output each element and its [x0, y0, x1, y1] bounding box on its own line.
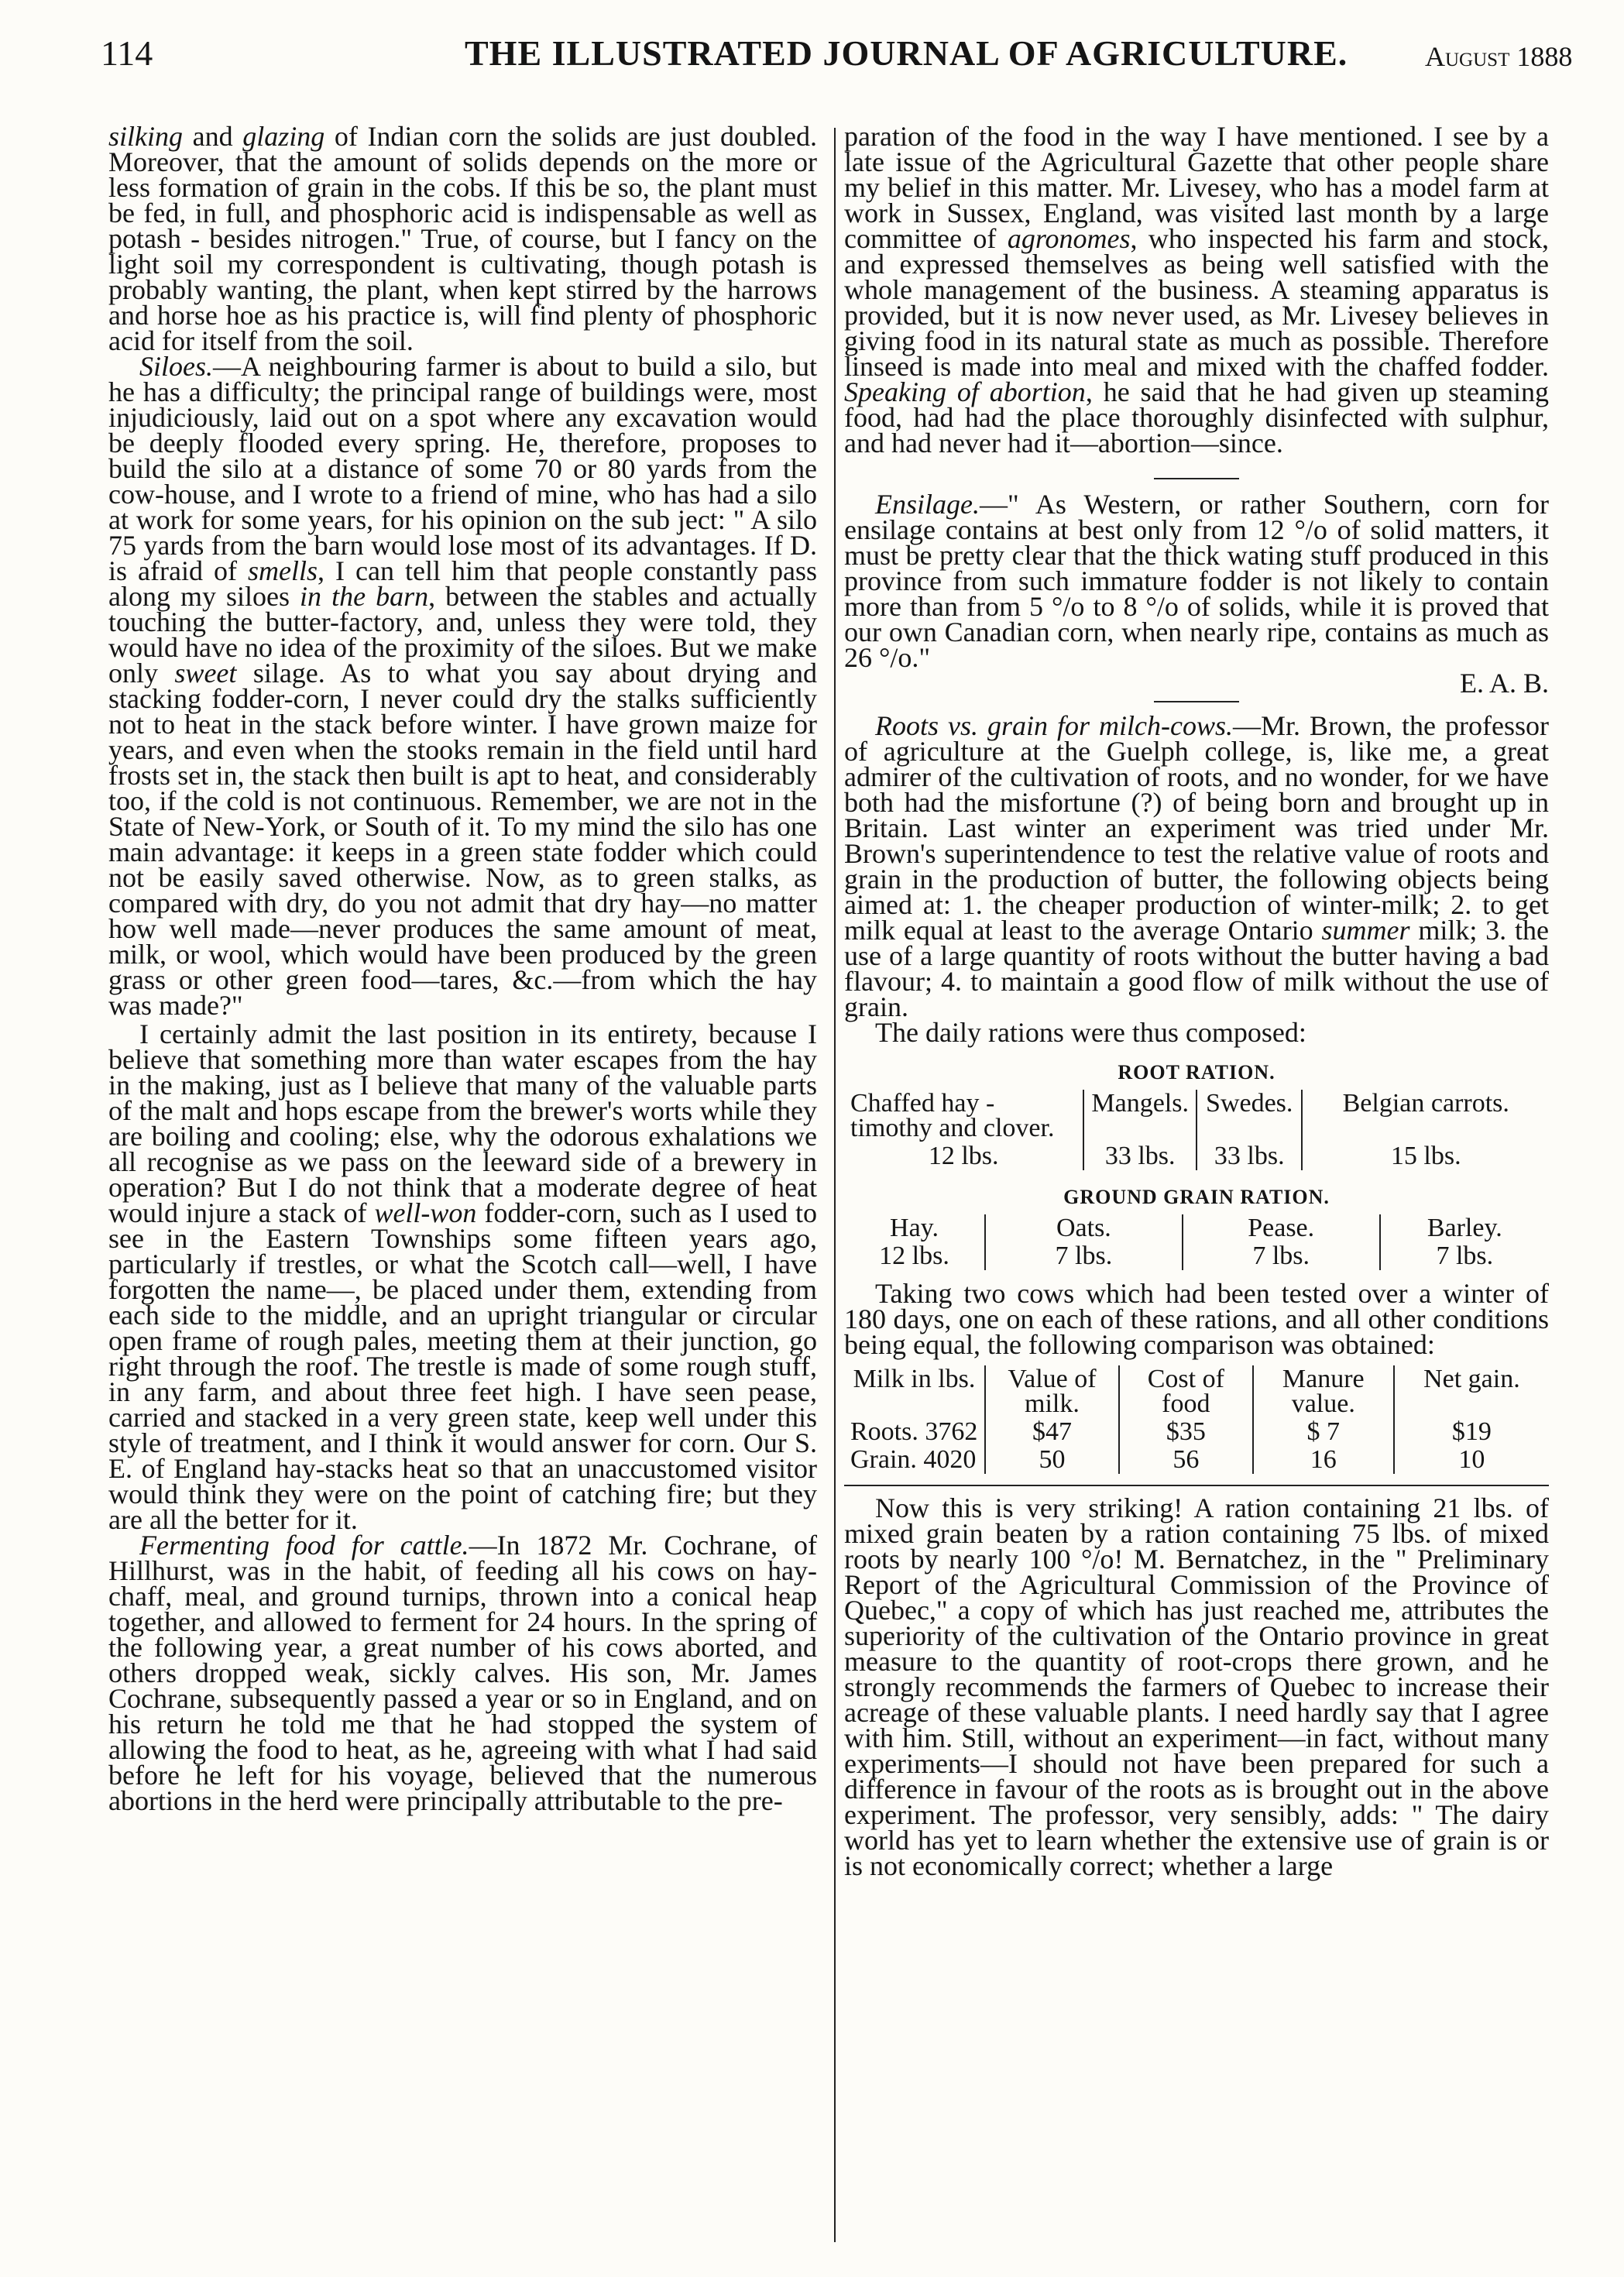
section-heading-roots: Roots vs. grain for milch-cows. — [875, 710, 1234, 741]
table-cell: 33 lbs. — [1197, 1142, 1303, 1170]
text-run: , he said that he had given up steaming food, had had the place thoroughly disinfected with sulphur, and had never had it—abortion—since. — [844, 376, 1549, 458]
text-run: of Indian corn the solids are just doubled. Moreover, that the amount of solids depends on the more or less formation of grain in the cobs. If this be so, the plant must be fed, in full, and phosphoric acid is indispensable as well as potash - besides nitrogen." True, of course, but I fancy on the light soil my correspondent is cultivating, though potash is probably wanting, the plant, when kept stirred by the harrows and horse hoe as his practice is, will find plenty of phosphoric acid for itself from the soil. — [108, 121, 818, 356]
italic-term: silking — [108, 121, 183, 152]
signature: E. A. B. — [1459, 668, 1549, 699]
table-header-cell: Net gain. — [1394, 1365, 1549, 1418]
column-divider — [834, 128, 836, 2242]
italic-term: smells — [248, 555, 318, 586]
table-cell: $47 — [985, 1418, 1119, 1446]
paragraph-roots-vs-grain — [844, 710, 1550, 1022]
text-run: fodder-corn, such as I used to see in the Eastern Townships some fifteen years ago, particularly if trestles, or what the Scotch call—well, I have forgotten the name—, be placed under them, extending from each side to the middle, and an upright triangular or circular open frame of rough pales, meeting them at their junction, go right through the roof. The trestle is made of some rough stuff, in any farm, and about three feet high. I have seen pease, carried and stacked in a very green state, keep well under this style of treatment, and I think it would answer for corn. Our S. E. of England hay-stacks heat so that an unaccustomed visitor would think they were on the point of catching fire; but they are all the better for it. — [108, 1197, 818, 1535]
root-ration-title: ROOT RATION. — [1118, 1061, 1276, 1084]
italic-term: in the barn — [300, 581, 429, 612]
paragraph-conclusion: Now this is very striking! A ration containing 21 lbs. of mixed grain beaten by a ration containing 75 lbs. of mixed roots by nearly 100 °/o! M. Bernatchez, in the " Preliminary Report of the Agricultural Commission of the Province of Quebec," a copy of which has just reached me, attributes the superiority of the cultivation of the Ontario province in great measure to the quantity of root-crops there grown, and he strongly recommends the farmers of Quebec to increase their acreage of these valuable plants. I need hardly say that I agree with him. Still, without an experiment—in fact, without many experiments—I should not have been prepared for such a difference in favour of the roots as is brought out in the above experiment. The professor, very sensibly, adds: " The dairy world has yet to learn whether the extensive use of grain is or is not economically correct; whether a large — [844, 1492, 1549, 1881]
table-cell: 7 lbs. — [1380, 1242, 1549, 1270]
section-heading-siloes: Siloes. — [139, 351, 213, 382]
table-header-cell: Milk in lbs. — [853, 1365, 976, 1393]
italic-term: Speaking of abortion — [844, 376, 1086, 407]
text-run: milk; 3. the use of a large quantity of roots without the butter having a bad flavour; 4. to maintain a good flow of milk without the use of grain. — [844, 915, 1549, 1022]
table-cell: 12 lbs. — [928, 1142, 999, 1170]
root-ration-table — [844, 1090, 1549, 1170]
table-row — [844, 1446, 1549, 1474]
table-header-cell: Mangels. — [1083, 1090, 1197, 1142]
paragraph-fermenting-food — [108, 1530, 817, 1816]
text-run: silage. As to what you say about drying and stacking fodder-corn, I never could dry the stalks sufficiently not to heat in the stack before winter. I have grown maize for years, and even when the stooks remain in the field until hard frosts set in, the stack then built is apt to heat, and considerably too, if the cold is not continuous. Remember, we are not in the State of New-York, or South of it. To my mind the silo has one main advantage: it keeps in a green state fodder which could not be easily saved otherwise. Now, as to green stalks, as compared with dry, do you not admit that dry hay—no matter how well made—never produces the same amount of meat, milk, or wool, which would have been produced by the green grass or other green food—tares, &c.—from which the hay was made?" — [108, 658, 817, 1021]
table-header-cell: Barley. — [1380, 1214, 1549, 1242]
grain-ration-table — [844, 1214, 1549, 1270]
table-cell: 56 — [1119, 1446, 1253, 1474]
table-row — [844, 1242, 1549, 1270]
table-row — [844, 1090, 1549, 1142]
table-cell: 15 lbs. — [1302, 1142, 1549, 1170]
table-cell: Roots. 3762 — [850, 1417, 978, 1446]
table-row — [844, 1142, 1549, 1170]
table-header-cell: Chaffed hay - timothy and clover. — [850, 1089, 1055, 1142]
section-separator — [1154, 478, 1239, 479]
issue-date: August 1888 — [1425, 41, 1573, 72]
table-cell: 33 lbs. — [1083, 1142, 1197, 1170]
paragraph-hay-heating — [108, 1018, 818, 1535]
comparison-table — [844, 1365, 1549, 1474]
left-column — [108, 121, 818, 1816]
italic-term: agronomes — [1007, 223, 1131, 254]
grain-ration-title: GROUND GRAIN RATION. — [1063, 1186, 1330, 1208]
text-run: I certainly admit the last position in its entirety, because I believe that something more than water escapes from the hay in the making, just as I believe that many of the valuable parts of the malt and hops escape from the brewer's worts while they are boiling and cooling; else, why the odorous exhalations we all recognise as we pass on the leeward side of a brewery in operation? But I do not think that a moderate degree of heat would injure a stack of — [108, 1018, 817, 1228]
section-heading-fermenting: Fermenting food for cattle. — [139, 1530, 469, 1561]
table-cell: 50 — [985, 1446, 1119, 1474]
text-run: —" As Western, or rather Southern, corn for ensilage contains at best only from 12 °/o of solid matters, it must be pretty clear that the thick wating stuff produced in this province from such immature fodder is not likely to contain more than from 5 °/o to 8 °/o of solids, while it is proved that our own Canadian corn, when nearly ripe, contains as much as 26 °/o." — [844, 489, 1549, 673]
table-header-cell: Belgian carrots. — [1302, 1090, 1549, 1142]
italic-term: glazing — [242, 121, 325, 152]
rations-intro: The daily rations were thus composed: — [875, 1017, 1306, 1048]
table-cell: $ 7 — [1253, 1418, 1394, 1446]
paragraph-siloes — [108, 351, 817, 1021]
right-column — [844, 121, 1550, 1881]
table-cell: 7 lbs. — [985, 1242, 1183, 1270]
table-cell: $35 — [1119, 1418, 1253, 1446]
text-run: —A neighbouring farmer is about to build a silo, but he has a difficulty; the principal range of buildings were, most injudiciously, laid out on a spot where any excavation would be deeply flooded every spring. He, therefore, proposes to build the silo at a distance of some 70 or 80 yards from the cow-house, and I wrote to a friend of mine, who has had a silo at work for some years, for his opinion on the sub ject: " A silo 75 yards from the barn would lose most of its advantages. If D. is afraid of — [108, 351, 817, 586]
table-row — [844, 1365, 1549, 1418]
italic-term: summer — [1321, 915, 1410, 946]
section-separator — [1154, 701, 1239, 702]
text-run: —In 1872 Mr. Cochrane, of Hillhurst, was in the habit, of feeding all his cows on hay-chaff, meal, and ground turnips, thrown into a conical heap together, and allowed to ferment for 24 hours. In the spring of the following year, a great number of his cows aborted, and others dropped weak, sickly calves. His son, Mr. James Cochrane, subsequently passed a year or so in England, and on his return he told me that he had stopped the system of allowing the food to heat, as he, agreeing with what I had said before he left for his voyage, believed that the numerous abortions in the herd were principally attributable to the pre- — [108, 1530, 817, 1816]
page-number: 114 — [101, 33, 153, 73]
table-cell: 10 — [1394, 1446, 1549, 1474]
table-bottom-rule — [844, 1485, 1549, 1486]
table-header-cell: Oats. — [985, 1214, 1183, 1242]
section-heading-ensilage: Ensilage. — [875, 489, 980, 520]
text-run: paration of the food in the way I have mentioned. I see by a late issue of the Agricultural Gazette that other people share my belief in this matter. Mr. Livesey, who has a model farm at work in Sussex, England, was visited last month by a large committee of — [844, 121, 1549, 254]
table-cell: 12 lbs. — [879, 1242, 949, 1270]
comparison-intro: Taking two cows which had been tested over a winter of 180 days, one on each of these rations, and all other conditions being equal, the following comparison was obtained: — [844, 1278, 1549, 1360]
table-header-cell: Pease. — [1183, 1214, 1380, 1242]
journal-title: THE ILLUSTRATED JOURNAL OF AGRICULTURE. — [465, 33, 1348, 73]
table-row — [844, 1214, 1549, 1242]
table-header-cell: Value of milk. — [985, 1365, 1119, 1418]
italic-term: well-won — [374, 1197, 477, 1228]
table-cell: 16 — [1253, 1446, 1394, 1474]
italic-term: sweet — [174, 658, 237, 689]
text-run: and — [183, 121, 243, 152]
table-header-cell: Hay. — [890, 1214, 939, 1242]
paragraph-ensilage — [844, 489, 1549, 673]
paragraph-livesey — [844, 121, 1549, 458]
table-cell: 7 lbs. — [1183, 1242, 1380, 1270]
table-cell: $19 — [1394, 1418, 1549, 1446]
table-header-cell: Swedes. — [1197, 1090, 1303, 1142]
text-run: —Mr. Brown, the professor of agriculture at the Guelph college, is, like me, a great admirer of the cultivation of roots, and no wonder, for we have both had the misfortune (?) of being born and brought up in Britain. Last winter an experiment was tried under Mr. Brown's superintendence to test the relative value of roots and grain in the production of butter, the following objects being aimed at: 1. the cheaper production of winter-milk; 2. to get milk equal at least to the average Ontario — [844, 710, 1550, 946]
table-header-cell: Cost of food — [1119, 1365, 1253, 1418]
table-row — [844, 1418, 1549, 1446]
table-cell: Grain. 4020 — [850, 1445, 977, 1474]
text-run: , I can tell him that people constantly pass along my siloes — [108, 555, 817, 612]
text-run: , between the stables and actually touching the butter-factory, and, unless they were told, they would have no idea of the proximity of the siloes. But we make only — [108, 581, 817, 689]
text-run: , who inspected his farm and stock, and expressed themselves as being well satisfied with the whole management of the business. A steaming apparatus is provided, but it is now never used, as Mr. Livesey believes in giving food in its natural state as much as possible. Therefore linseed is made into meal and mixed with the chaffed fodder. — [844, 223, 1549, 382]
table-header-cell: Manure value. — [1253, 1365, 1394, 1418]
paragraph-silage-solids — [108, 121, 818, 356]
